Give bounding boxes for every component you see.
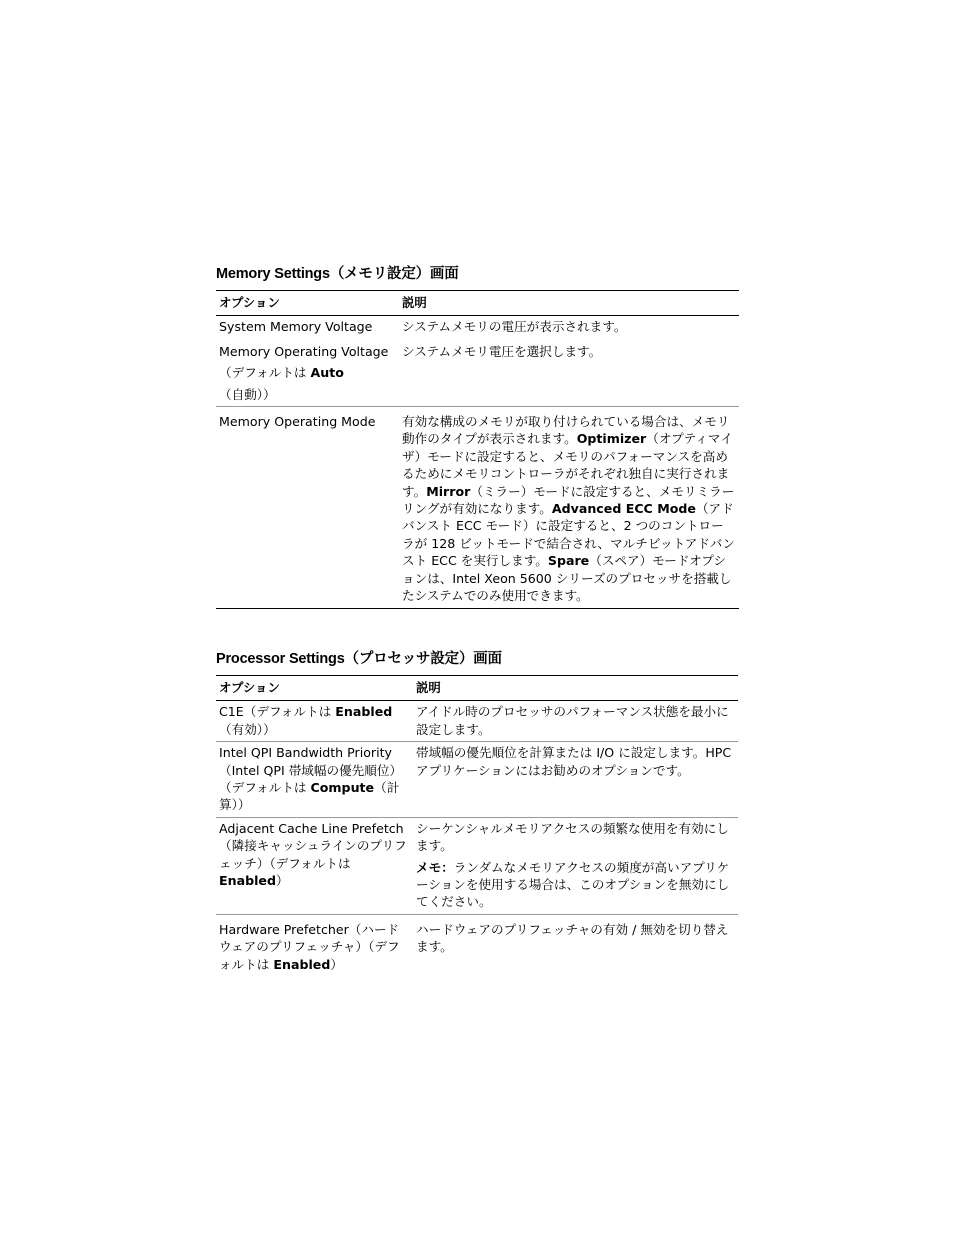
text-run: アイドル時のプロセッサのパフォーマンス状態を最小に設定します。 [416,704,729,737]
description-cell [413,914,738,976]
text-run: シーケンシャルメモリアクセスの頻繁な使用を有効にします。 [416,820,729,854]
cell-paragraph [416,859,735,911]
text-run: System Memory Voltage [219,319,373,335]
cell-paragraph [402,413,736,604]
cell-paragraph [219,744,410,814]
text-run: （自動）） [219,386,276,402]
cell-paragraph [416,744,735,779]
option-cell [216,407,399,608]
text-run: （デフォルトは [219,365,311,381]
bold-text: Compute [310,780,375,796]
text-run: Intel QPI Bandwidth Priority（Intel QPI 帯域幅の優先順位）（デフォルトは [219,745,403,796]
table-row [216,341,739,407]
option-cell [216,914,413,976]
bold-text: Auto [310,365,344,381]
cell-paragraph [219,364,396,381]
option-column-header: オプション [216,291,399,316]
text-run: システムメモリ電圧を選択します。 [402,343,602,359]
bold-text: Advanced ECC Mode [551,501,696,517]
description-cell [399,407,739,608]
cell-paragraph [416,703,735,738]
cell-paragraph [416,820,735,855]
cell-paragraph [219,318,396,335]
text-run: Memory Operating Mode [219,414,376,430]
bold-text: Enabled [273,956,331,972]
bold-text: メモ： [416,859,454,875]
memory-settings-table [216,290,739,609]
text-run: ） [330,956,343,972]
description-cell [413,817,738,914]
option-cell [216,701,413,742]
text-run: （ミラー）モードに設定すると、メモリミラーリングが有効になります。 [402,483,735,517]
table-header-row [216,676,738,701]
text-run: （計算）） [219,780,400,813]
table-row [216,914,738,976]
cell-paragraph [402,318,736,335]
text-run: ハードウェアのプリフェッチャの有効 / 無効を切り替えます。 [416,921,729,955]
cell-paragraph [219,703,410,738]
processor-settings-title: Processor Settings（プロセッサ設定）画面 [216,651,502,667]
cell-paragraph [219,413,396,430]
description-cell [399,341,739,407]
bold-text: Mirror [426,483,471,499]
bold-text: Spare [547,553,590,569]
option-column-header: オプション [216,676,413,701]
memory-settings-title: Memory Settings（メモリ設定）画面 [216,266,459,282]
text-run: ランダムなメモリアクセスの頻度が高いアプリケーションを使用する場合は、このオプションを無効にしてください。 [416,859,730,910]
text-run: Adjacent Cache Line Prefetch（隣接キャッシュラインのプリフェッチ）（デフォルトは [219,820,407,871]
bold-text: Optimizer [576,431,647,447]
text-run: （オプティマイザ）モードに設定すると、メモリのパフォーマンスを高めるためにメモリコントローラがそれぞれ独自に実行されます。 [402,431,733,499]
option-cell [216,742,413,818]
text-run: C1E（デフォルトは [219,704,336,720]
text-run: （アドバンスト ECC モード）に設定すると、2 つのコントローラが 128 ビットモードで結合され、マルチビットアドバンスト ECC を実行します。 [402,501,735,569]
option-cell [216,316,399,341]
option-cell [216,817,413,914]
processor-settings-table [216,675,738,976]
cell-paragraph [219,343,396,360]
text-run: システムメモリの電圧が表示されます。 [402,319,627,335]
cell-paragraph [219,386,396,403]
cell-paragraph [219,820,410,890]
description-cell [413,701,738,742]
text-run: Hardware Prefetcher（ハードウェアのプリフェッチャ）（デフォルトは [219,921,400,972]
option-cell [216,341,399,407]
description-cell [413,742,738,818]
description-column-header: 説明 [399,291,739,316]
table-row [216,407,739,608]
table-header-row [216,291,739,316]
bold-text: Enabled [335,704,393,720]
table-row [216,817,738,914]
table-row [216,316,739,341]
cell-paragraph [219,921,410,973]
table-row [216,701,738,742]
text-run: 帯域幅の優先順位を計算または I/O に設定します。HPC アプリケーションにはお勧めのオプションです。 [416,745,732,778]
cell-paragraph [402,343,736,360]
text-run: ） [275,873,289,889]
text-run: Memory Operating Voltage [219,343,389,359]
cell-paragraph [416,921,735,956]
text-run: （スペア）モードオプションは、Intel Xeon 5600 シリーズのプロセッサを搭載したシステムでのみ使用できます。 [402,553,732,604]
description-cell [399,316,739,341]
table-row [216,742,738,818]
text-run: 有効な構成のメモリが取り付けられている場合は、メモリ動作のタイプが表示されます。 [402,414,730,447]
description-column-header: 説明 [413,676,738,701]
text-run: （有効）） [219,721,276,737]
bold-text: Enabled [219,873,276,889]
